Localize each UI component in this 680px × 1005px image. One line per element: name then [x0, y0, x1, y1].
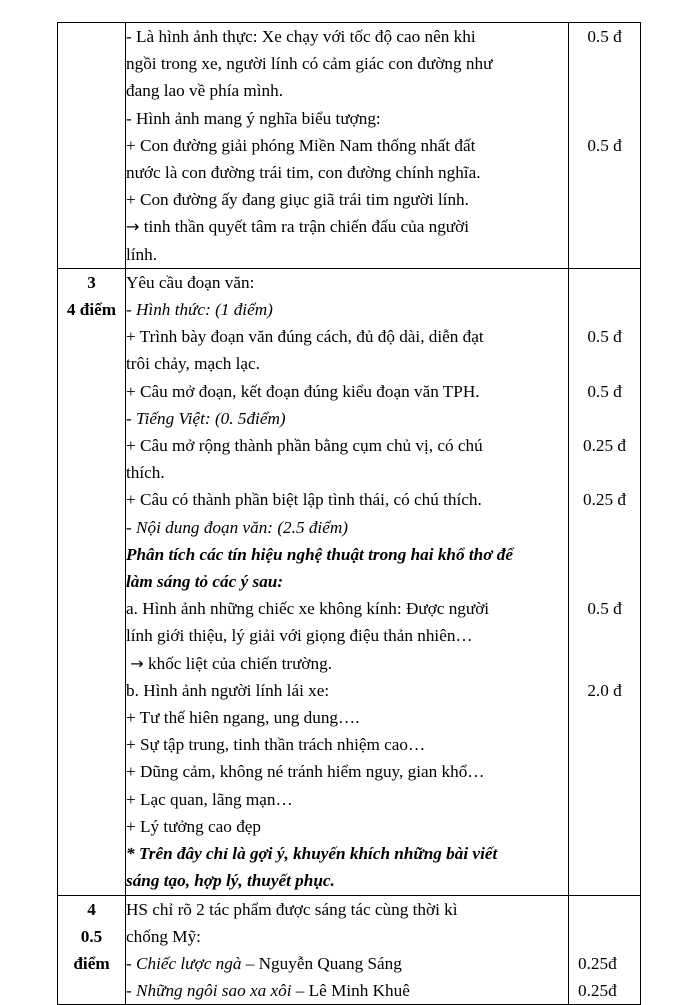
body-line-instruction: Phân tích các tín hiệu nghệ thuật trong hai khổ thơ để: [126, 544, 513, 564]
body-line: b. Hình ảnh người lính lái xe:: [126, 680, 330, 700]
row-points: 0.5: [80, 926, 103, 946]
body-line: - Là hình ảnh thực: Xe chạy với tốc độ cao nên khi: [126, 27, 476, 46]
body-line: + Câu có thành phần biệt lập tình thái, có chú thích.: [126, 490, 482, 510]
work-author: – Lê Minh Khuê: [291, 981, 410, 1001]
body-line-work: [126, 977, 568, 1004]
body-line-heading-form: - Hình thức: (1 điểm): [126, 300, 273, 320]
body-line: trôi chảy, mạch lạc.: [126, 354, 260, 374]
right-arrow-icon: →: [130, 653, 144, 673]
score-value: 0.25 đ: [583, 490, 626, 510]
body-line: + Tư thế hiên ngang, ung dung….: [126, 708, 360, 728]
body-line-work: [126, 950, 568, 977]
body-line: + Con đường ấy đang giục giã trái tim người lính.: [126, 190, 469, 210]
row-body-cell: [126, 23, 569, 269]
work-title: - Những ngôi sao xa xôi: [126, 981, 292, 1001]
row-number: 4: [87, 899, 96, 919]
score-value: 0.5 đ: [587, 135, 622, 155]
score-value: 2.0 đ: [587, 680, 622, 700]
score-value: 0.25đ: [578, 953, 617, 973]
body-line-heading-content: - Nội dung đoạn văn: (2.5 điểm): [126, 517, 348, 537]
body-line: + Dũng cảm, không né tránh hiểm nguy, gian khổ…: [126, 762, 485, 782]
body-line-heading-vietnamese: - Tiếng Việt: (0. 5điểm): [126, 408, 286, 428]
right-arrow-icon: →: [126, 217, 140, 237]
score-value: 0.5 đ: [587, 381, 622, 401]
body-line: + Câu mở đoạn, kết đoạn đúng kiểu đoạn văn TPH.: [126, 381, 480, 401]
body-line: nước là con đường trái tim, con đường chính nghĩa.: [126, 163, 481, 183]
body-line-instruction: làm sáng tỏ các ý sau:: [126, 572, 284, 592]
score-value: 0.5 đ: [587, 327, 622, 347]
body-line-text: khốc liệt của chiến trường.: [148, 653, 333, 673]
body-line: Yêu cầu đoạn văn:: [126, 272, 255, 292]
row-number-cell: [58, 268, 126, 895]
body-line: - Hình ảnh mang ý nghĩa biểu tượng:: [126, 108, 381, 128]
row-number-cell-empty: [58, 23, 126, 269]
body-line-note: * Trên đây chỉ là gợi ý, khuyến khích những bài viết: [126, 844, 498, 864]
row-number: 3: [87, 272, 96, 292]
body-line: thích.: [126, 463, 165, 483]
table-row: [58, 23, 641, 269]
row-score-cell: [569, 895, 641, 1005]
body-line: + Câu mở rộng thành phần bằng cụm chủ vị, có chú: [126, 436, 483, 456]
row-points-unit: điểm: [73, 953, 110, 973]
body-line: lính.: [126, 244, 158, 264]
grading-rubric-table: [57, 22, 641, 1005]
body-line: + Sự tập trung, tinh thần trách nhiệm cao…: [126, 735, 426, 755]
body-line: + Lạc quan, lãng mạn…: [126, 789, 293, 809]
body-line: đang lao về phía mình.: [126, 81, 284, 101]
row-body-cell: [126, 268, 569, 895]
body-line: a. Hình ảnh những chiếc xe không kính: Được người: [126, 599, 490, 619]
body-line: [126, 650, 568, 677]
body-line: lính giới thiệu, lý giải với giọng điệu thản nhiên…: [126, 626, 473, 646]
table-row: [58, 268, 641, 895]
row-body-cell: [126, 895, 569, 1005]
table-row: [58, 895, 641, 1005]
work-title: - Chiếc lược ngà: [126, 953, 242, 973]
body-line: + Trình bày đoạn văn đúng cách, đủ độ dài, diễn đạt: [126, 327, 484, 347]
row-points: 4 điểm: [66, 300, 117, 320]
row-number-cell: [58, 895, 126, 1005]
row-score-cell: [569, 23, 641, 269]
score-value: 0.5 đ: [587, 27, 622, 46]
row-score-cell: [569, 268, 641, 895]
body-line-note: sáng tạo, hợp lý, thuyết phục.: [126, 871, 335, 891]
score-value: 0.25 đ: [583, 435, 626, 455]
body-line: + Con đường giải phóng Miền Nam thống nhất đất: [126, 135, 476, 155]
body-line-text: tinh thần quyết tâm ra trận chiến đấu của người: [143, 217, 469, 237]
body-line: + Lý tưởng cao đẹp: [126, 816, 262, 836]
work-author: – Nguyễn Quang Sáng: [241, 953, 402, 973]
score-value: 0.25đ: [578, 981, 617, 1001]
body-line: chống Mỹ:: [126, 926, 201, 946]
score-value: 0.5 đ: [587, 599, 622, 619]
body-line: HS chỉ rõ 2 tác phẩm được sáng tác cùng thời kì: [126, 899, 458, 919]
body-line: [126, 213, 568, 240]
body-line: ngồi trong xe, người lính có cảm giác con đường như: [126, 54, 493, 74]
